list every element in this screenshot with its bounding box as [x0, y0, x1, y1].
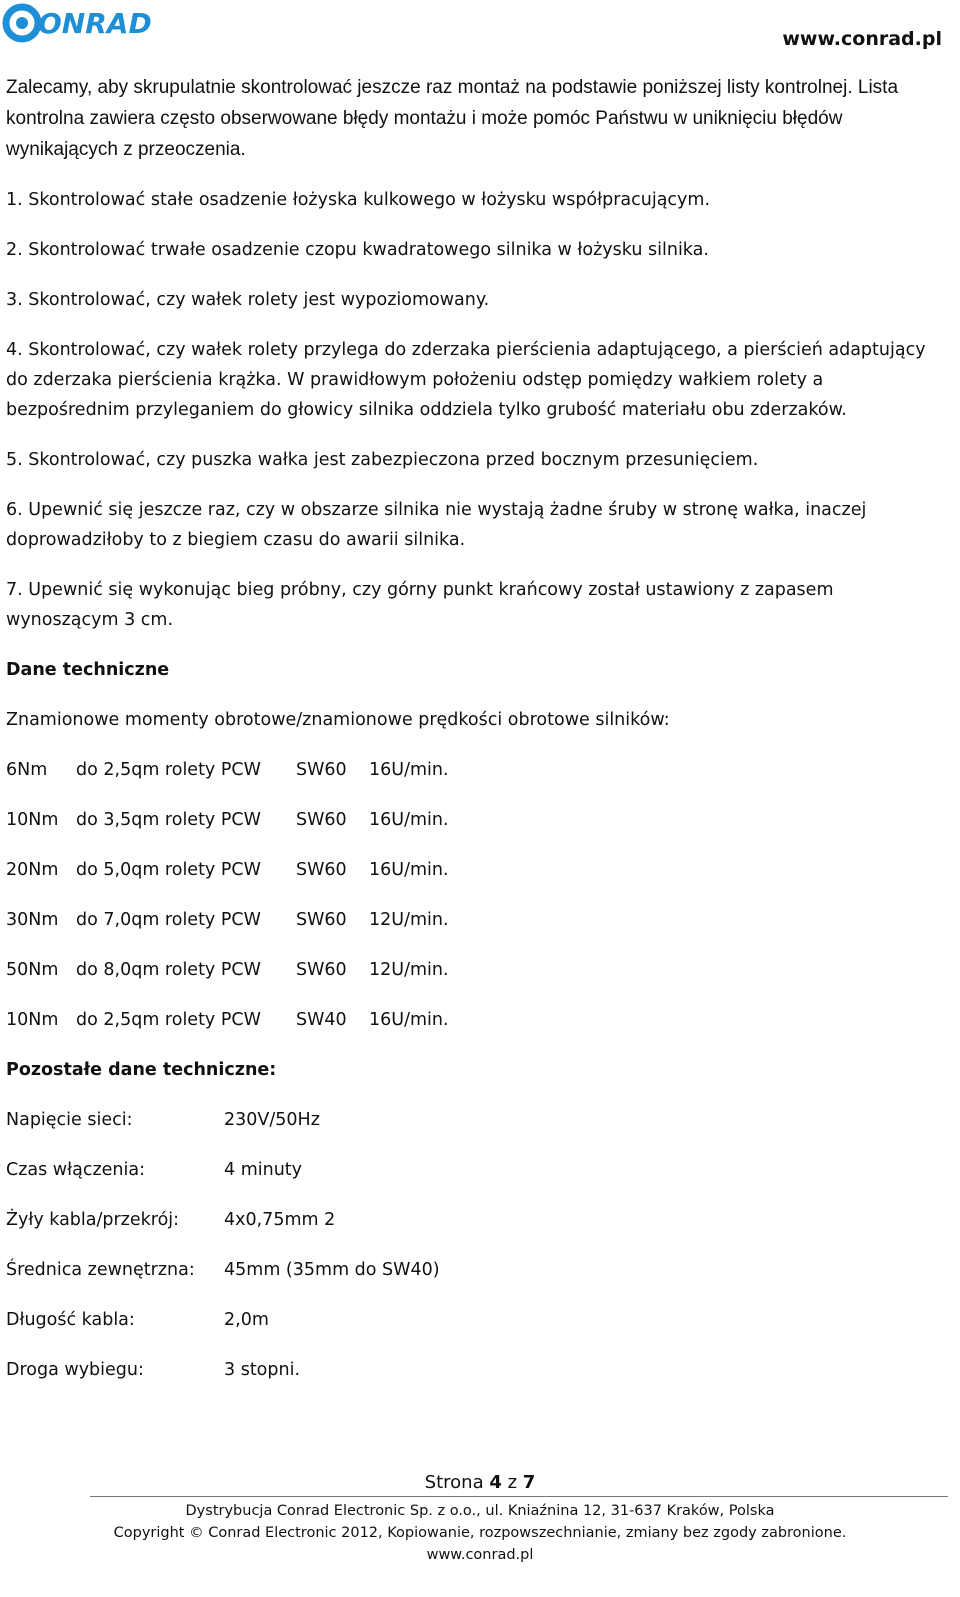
motor-shaft: SW60 — [296, 760, 347, 780]
motor-table — [6, 755, 941, 1035]
motor-area: do 2,5qm rolety PCW — [76, 1010, 261, 1030]
spec-value: 3 stopni. — [224, 1360, 301, 1380]
motor-speed: 12U/min. — [369, 960, 449, 980]
motor-shaft: SW40 — [296, 1010, 347, 1030]
page-total: 7 — [522, 1472, 536, 1493]
motor-speed: 16U/min. — [369, 760, 449, 780]
motor-torque: 6Nm — [6, 760, 48, 780]
conrad-logo — [2, 2, 162, 44]
page-header — [0, 0, 960, 60]
motor-row — [6, 805, 941, 835]
footer-copyright: Copyright © Conrad Electronic 2012, Kopiowanie, rozpowszechnianie, zmiany bez zgody zabronione. — [113, 1525, 847, 1541]
tech-subheading: Znamionowe momenty obrotowe/znamionowe prędkości obrotowe silników: — [6, 710, 670, 730]
motor-torque: 10Nm — [6, 1010, 59, 1030]
checklist-item-6: 6. Upewnić się jeszcze raz, czy w obszarze silnika nie wystają żadne śruby w stronę wałka, inaczej doprowadziłoby to z biegiem czasu do awarii silnika. — [6, 500, 867, 550]
other-tech-heading: Pozostałe dane techniczne: — [6, 1060, 277, 1080]
spec-row — [6, 1355, 941, 1385]
motor-speed: 16U/min. — [369, 860, 449, 880]
motor-shaft: SW60 — [296, 960, 347, 980]
motor-shaft: SW60 — [296, 860, 347, 880]
motor-area: do 7,0qm rolety PCW — [76, 910, 261, 930]
checklist-item-2: 2. Skontrolować trwałe osadzenie czopu kwadratowego silnika w łożysku silnika. — [6, 240, 709, 260]
spec-row — [6, 1105, 941, 1135]
svg-text:ONRAD: ONRAD — [38, 7, 152, 40]
spec-row — [6, 1255, 941, 1285]
checklist-item-7: 7. Upewnić się wykonując bieg próbny, czy górny punkt krańcowy został ustawiony z zapasem wynoszącym 3 cm. — [6, 580, 834, 630]
spec-label: Długość kabla: — [6, 1310, 135, 1330]
motor-torque: 20Nm — [6, 860, 59, 880]
motor-area: do 5,0qm rolety PCW — [76, 860, 261, 880]
page-sep: z — [507, 1472, 518, 1493]
spec-row — [6, 1305, 941, 1335]
page-current: 4 — [489, 1472, 502, 1493]
motor-row — [6, 755, 941, 785]
spec-label: Żyły kabla/przekrój: — [6, 1210, 180, 1230]
footer-text — [0, 1500, 960, 1566]
tech-heading: Dane techniczne — [6, 660, 170, 680]
motor-area: do 2,5qm rolety PCW — [76, 760, 261, 780]
motor-speed: 12U/min. — [369, 910, 449, 930]
spec-value: 4 minuty — [224, 1160, 303, 1180]
checklist-item-1: 1. Skontrolować stałe osadzenie łożyska kulkowego w łożysku współpracującym. — [6, 190, 711, 210]
spec-value: 4x0,75mm 2 — [224, 1210, 336, 1230]
page-footer — [0, 1470, 960, 1496]
motor-torque: 30Nm — [6, 910, 59, 930]
motor-row — [6, 1005, 941, 1035]
footer-distribution: Dystrybucja Conrad Electronic Sp. z o.o., ul. Kniaźnina 12, 31-637 Kraków, Polska — [185, 1503, 775, 1519]
spec-value: 230V/50Hz — [224, 1110, 320, 1130]
spec-label: Droga wybiegu: — [6, 1360, 144, 1380]
spec-value: 2,0m — [224, 1310, 269, 1330]
motor-area: do 3,5qm rolety PCW — [76, 810, 261, 830]
checklist-item-4: 4. Skontrolować, czy wałek rolety przylega do zderzaka pierścienia adaptującego, a pierścień adaptujący do zderzaka pierścienia krążka. W prawidłowym położeniu odstęp pomiędzy wałkiem rolety a bezpośrednim przyleganiem do głowicy silnika oddziela tylko grubość materiału obu zderzaków. — [6, 340, 926, 420]
motor-row — [6, 955, 941, 985]
spec-row — [6, 1155, 941, 1185]
spec-label: Napięcie sieci: — [6, 1110, 133, 1130]
footer-divider — [90, 1496, 948, 1497]
intro-paragraph: Zalecamy, aby skrupulatnie skontrolować jeszcze raz montaż na podstawie poniższej listy kontrolnej. Lista kontrolna zawiera często obserwowane błędy montażu i może pomóc Państwu w uniknięciu błędów wynikających z przeoczenia. — [6, 77, 899, 160]
site-url[interactable]: www.conrad.pl — [782, 28, 942, 50]
motor-speed: 16U/min. — [369, 1010, 449, 1030]
checklist-item-5: 5. Skontrolować, czy puszka wałka jest zabezpieczona przed bocznym przesunięciem. — [6, 450, 759, 470]
motor-shaft: SW60 — [296, 910, 347, 930]
motor-row — [6, 905, 941, 935]
motor-torque: 50Nm — [6, 960, 59, 980]
motor-torque: 10Nm — [6, 810, 59, 830]
spec-value: 45mm (35mm do SW40) — [224, 1260, 440, 1280]
spec-label: Średnica zewnętrzna: — [6, 1260, 195, 1280]
motor-area: do 8,0qm rolety PCW — [76, 960, 261, 980]
page-prefix: Strona — [424, 1472, 484, 1493]
motor-row — [6, 855, 941, 885]
other-tech-table — [6, 1105, 941, 1385]
footer-url[interactable]: www.conrad.pl — [426, 1547, 534, 1563]
checklist-item-3: 3. Skontrolować, czy wałek rolety jest wypoziomowany. — [6, 290, 490, 310]
spec-row — [6, 1205, 941, 1235]
motor-speed: 16U/min. — [369, 810, 449, 830]
spec-label: Czas włączenia: — [6, 1160, 145, 1180]
document-body — [6, 72, 941, 1385]
motor-shaft: SW60 — [296, 810, 347, 830]
page-number — [0, 1470, 960, 1496]
